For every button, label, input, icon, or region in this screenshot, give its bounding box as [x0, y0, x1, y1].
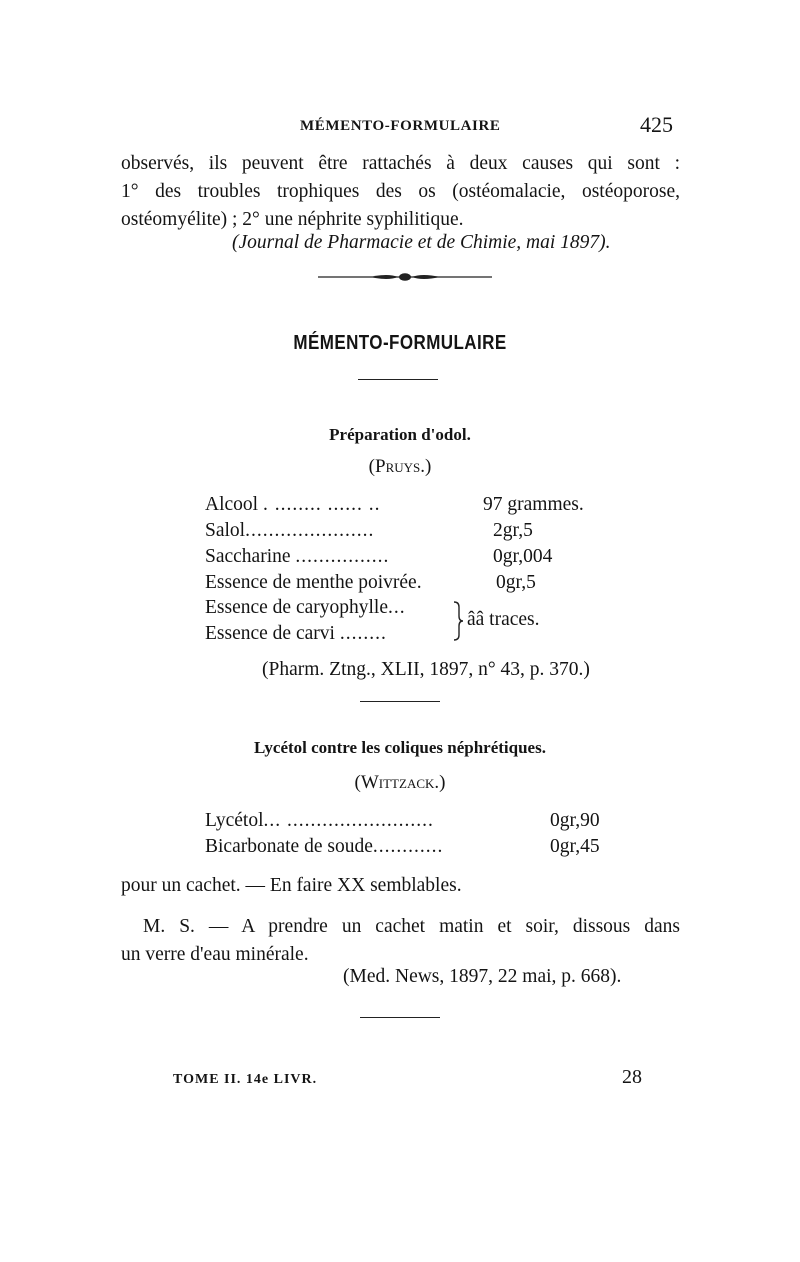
ingredient-name: Essence de menthe poivrée. — [205, 572, 422, 593]
ingredient-row — [205, 520, 374, 542]
ingredient-amount: 0gr,5 — [496, 572, 536, 593]
ingredient-name: Saccharine — [205, 546, 291, 567]
intro-source: (Journal de Pharmacie et de Chimie, mai 1897). — [232, 232, 611, 253]
ornament-divider — [318, 272, 492, 282]
ingredient-row — [205, 546, 389, 568]
leader-dots: ........ — [339, 623, 387, 644]
footer-signature: TOME II. 14e LIVR. — [173, 1072, 318, 1087]
ingredient-amount: 97 grammes. — [483, 494, 584, 515]
ingredient-row — [205, 810, 434, 832]
ingredient-name: Essence de caryophylle — [205, 597, 389, 618]
ingredient-row — [205, 494, 380, 516]
paragraph-line: ostéomyélite) ; 2° une néphrite syphilitique. — [121, 209, 464, 230]
recipe-source: (Pharm. Ztng., XLII, 1897, n° 43, p. 370.) — [262, 659, 590, 680]
ingredient-amount: 0gr,90 — [550, 810, 600, 831]
recipe-title: Lycétol contre les coliques néphrétiques. — [254, 738, 546, 757]
ingredient-row — [205, 836, 443, 858]
ingredient-name: Salol — [205, 520, 246, 541]
recipe-title: Préparation d'odol. — [329, 425, 471, 444]
page-number: 425 — [640, 112, 673, 137]
section-title: MÉMENTO-FORMULAIRE — [293, 332, 507, 354]
running-head — [0, 112, 800, 142]
ingredient-name: Lycétol — [205, 810, 264, 831]
ingredient-row — [205, 597, 406, 619]
leader-dots: ................ — [295, 546, 390, 567]
ingredient-name: Alcool — [205, 494, 259, 515]
ingredient-amount: 2gr,5 — [493, 520, 533, 541]
paragraph-line: un verre d'eau minérale. — [121, 944, 309, 965]
leader-dots: ............ — [372, 836, 444, 857]
recipe-rule — [360, 1017, 440, 1018]
intro-paragraph — [121, 150, 680, 234]
recipe-rule — [360, 701, 440, 702]
section-rule — [358, 379, 438, 380]
recipe-source: (Med. News, 1897, 22 mai, p. 668). — [343, 966, 622, 987]
recipe-author: (Wittzack.) — [354, 772, 446, 793]
brace-amount: ââ traces. — [467, 609, 540, 630]
brace — [452, 601, 464, 641]
recipe-note — [121, 913, 680, 969]
recipe-instruction: pour un cachet. — En faire XX semblables. — [121, 875, 462, 896]
paragraph-line: 1° des troubles trophiques des os (ostéomalacie, ostéoporose, — [121, 181, 680, 202]
paragraph-line: observés, ils peuvent être rattachés à deux causes qui sont : — [121, 153, 680, 174]
ingredient-amount: 0gr,45 — [550, 836, 600, 857]
ingredient-name: Essence de carvi — [205, 623, 335, 644]
footer-sheet-number: 28 — [622, 1066, 642, 1088]
leader-dots: ... ......................... — [263, 810, 434, 831]
leader-dots: ... — [388, 597, 406, 618]
paragraph-line: M. S. — A prendre un cachet matin et soir, dissous dans — [143, 916, 680, 937]
running-head-title: MÉMENTO-FORMULAIRE — [300, 118, 501, 134]
recipe-author: (Pruys.) — [368, 456, 432, 477]
ingredient-amount: 0gr,004 — [493, 546, 553, 567]
leader-dots: . ........ ...... .. — [262, 494, 381, 515]
ingredient-row — [205, 623, 387, 645]
leader-dots: ...................... — [245, 520, 375, 541]
ingredient-row — [205, 572, 422, 594]
ingredient-name: Bicarbonate de soude — [205, 836, 373, 857]
